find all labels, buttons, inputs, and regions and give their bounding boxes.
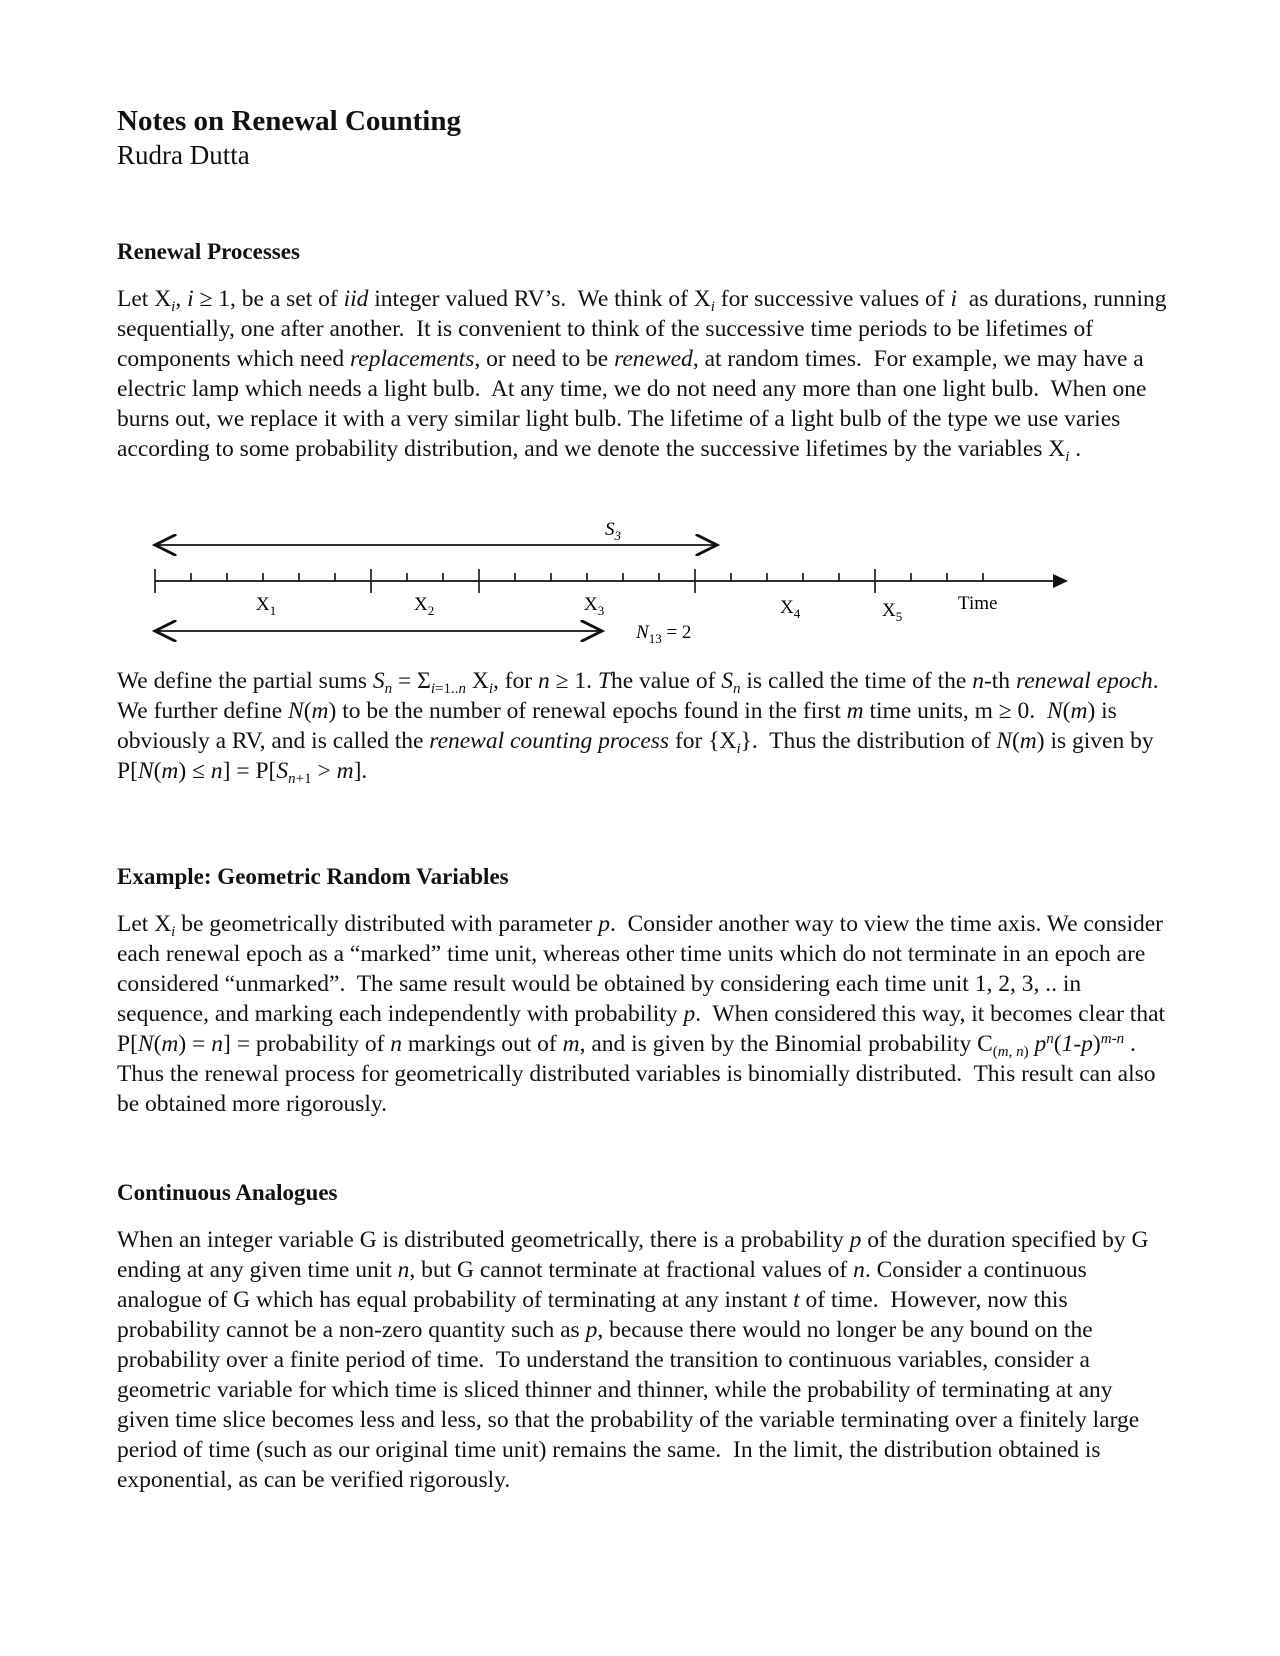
section-continuous: [117, 1179, 1167, 1495]
x2-label: $X_2$: [414, 594, 435, 618]
time-axis-arrowhead: [1053, 574, 1068, 588]
renewal-timeline-diagram: [150, 515, 1080, 660]
author-name: Rudra Dutta: [117, 140, 250, 170]
section-heading: Example: Geometric Random Variables: [117, 864, 509, 889]
section-geometric: [117, 863, 1167, 1119]
x4-label: $X_4$: [780, 597, 801, 621]
document-title: Notes on Renewal Counting: [117, 105, 461, 137]
x1-label: $X_1$: [256, 594, 277, 618]
paragraph: Let $X_i$ be geometrically distributed with parameter p. Consider another way to view the time axis. We consider each renewal epoch as a “marked” time unit, whereas other time units which do not terminate in an epoch are considered “unmarked”. The same result would be obtained by considering each time unit 1, 2, 3, .. in sequence, and marking each independently with probability p. When considered this way, it becomes clear that P[N(m) = n] = probability of n markings out of m, and is given by the Binomial probability $C_{(m, n)}$ $p^n(1-p)^{m-n}$ . Thus the renewal process for geometrically distributed variables is binomially distributed. This result can also be obtained more rigorously.: [117, 911, 1166, 1117]
x3-label: $X_3$: [584, 594, 605, 618]
paragraph: We define the partial sums $S_n = \Sigma_{i=1..n}$ $X_i$, for n ≥ 1. The value of $S_n$ is called the time of the n-th renewal epoch. We further define N(m) to be the number of renewal epochs found in the first m time units, m ≥ 0. N(m) is obviously a RV, and is called the renewal counting process for $\{X_i\}$. Thus the distribution of N(m) is given by $P[N(m) \le n] = P[S_{n+1} > m]$.: [117, 668, 1165, 787]
s3-label: $S_3$: [605, 519, 621, 543]
page-header: [117, 104, 1167, 172]
x5-label: $X_5$: [882, 600, 903, 624]
section-renewal-processes: [117, 238, 1167, 464]
paragraph: When an integer variable G is distributed geometrically, there is a probability p of the duration specified by G ending at any given time unit n, but G cannot terminate at fractional values of n. Consider a continuous analogue of G which has equal probability of terminating at any instant t of time. However, now this probability cannot be a non-zero quantity such as p, because there would no longer be any bound on the probability over a finite period of time. To understand the transition to continuous variables, consider a geometric variable for which time is sliced thinner and thinner, while the probability of terminating at any given time slice becomes less and less, so that the probability of the variable terminating over a finitely large period of time (such as our original time unit) remains the same. In the limit, the distribution obtained is exponential, as can be verified rigorously.: [117, 1227, 1149, 1493]
paragraph: Let $X_i$, i ≥ 1, be a set of iid integer valued RV’s. We think of $X_i$ for successive values of i as durations, running sequentially, one after another. It is convenient to think of the successive time periods to be lifetimes of components which need replacements, or need to be renewed, at random times. For example, we may have a electric lamp which needs a light bulb. At any time, we do not need any more than one light bulb. When one burns out, we replace it with a very similar light bulb. The lifetime of a light bulb of the type we use varies according to some probability distribution, and we denote the successive lifetimes by the variables $X_i$ .: [117, 286, 1167, 465]
n13-label: $N_{13} = 2$: [636, 622, 692, 646]
time-label: Time: [958, 593, 998, 614]
section-heading: Continuous Analogues: [117, 1180, 338, 1205]
section-partial-sums: [117, 666, 1167, 786]
section-heading: Renewal Processes: [117, 239, 300, 264]
